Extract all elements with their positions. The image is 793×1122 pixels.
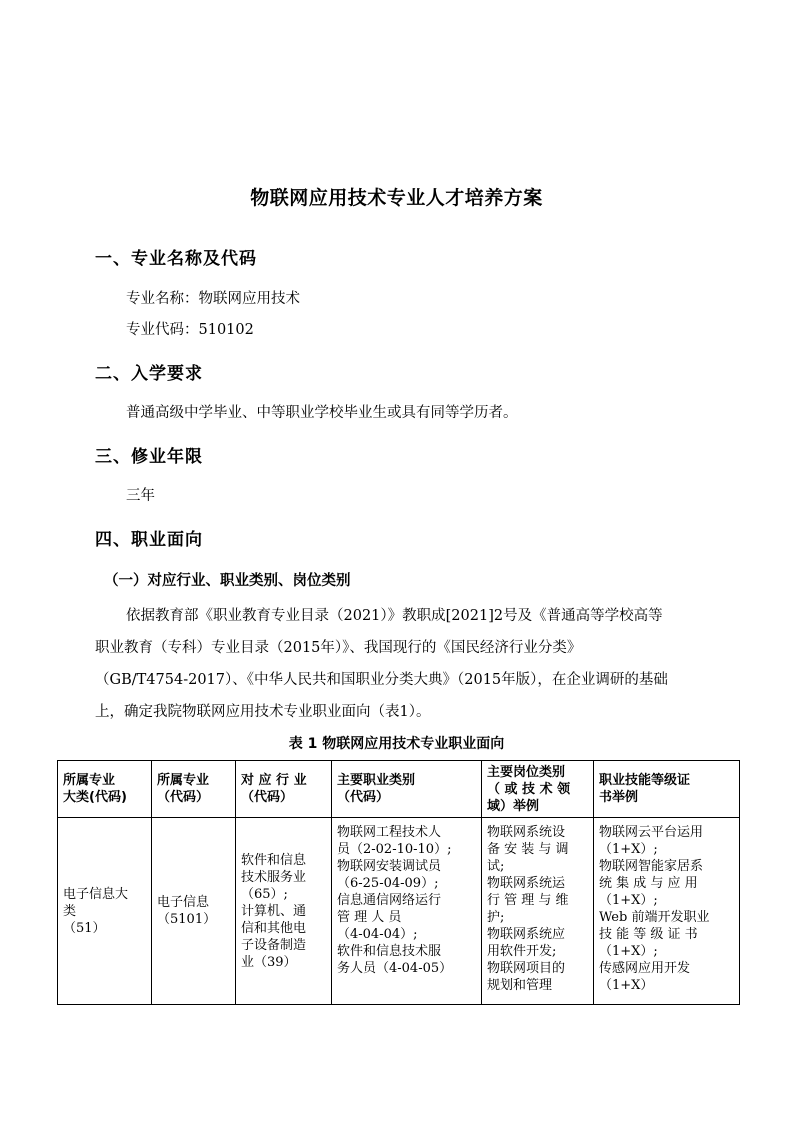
header-cell: 主要岗位类别 （ 或 技 术 领 域）举例 <box>482 761 594 818</box>
header-cell: 所属专业 （代码） <box>152 761 236 818</box>
table-cell: 电子信息 （5101） <box>152 818 236 1005</box>
admission-text: 普通高级中学毕业、中等职业学校毕业生或具有同等学历者。 <box>126 405 518 421</box>
table-cell: 软件和信息 技术服务业 （65）; 计算机、通 信和其他电 子设备制造 业（39） <box>236 818 332 1005</box>
table-cell: 物联网工程技术人 员（2-02-10-10）; 物联网安装调试员 （6-25-04-09）; 信息通信网络运行 管 理 人 员 （4-04-04）; 软件和信息技术服 务人员（4-04-05） <box>332 818 482 1005</box>
header-cell: 所属专业 大类(代码) <box>58 761 152 818</box>
section-heading-3: 三、修业年限 <box>95 447 203 467</box>
duration-text: 三年 <box>126 488 155 504</box>
table-row <box>58 818 740 1005</box>
career-orientation-table <box>57 760 740 1005</box>
table-cell: 物联网云平台运用 （1+X）; 物联网智能家居系 统 集 成 与 应 用 （1+X）; Web 前端开发职业 技 能 等 级 证 书 （1+X）; 传感网应用开发 （1+X） <box>594 818 740 1005</box>
table-header-row <box>58 761 740 818</box>
paragraph-line: 上，确定我院物联网应用技术专业职业面向（表1）。 <box>95 704 431 720</box>
paragraph-line: 职业教育（专科）专业目录（2015年）》、我国现行的《国民经济行业分类》 <box>95 640 582 656</box>
table-caption: 表 1 物联网应用技术专业职业面向 <box>288 736 505 752</box>
section-heading-1: 一、专业名称及代码 <box>95 249 257 269</box>
table-cell: 电子信息大 类 （51） <box>58 818 152 1005</box>
header-cell: 对 应 行 业 （代码） <box>236 761 332 818</box>
header-cell: 职业技能等级证 书举例 <box>594 761 740 818</box>
paragraph-line: （GB/T4754-2017）、《中华人民共和国职业分类大典》（2015年版），在企业调研的基础 <box>95 672 668 688</box>
document-title: 物联网应用技术专业人才培养方案 <box>250 187 543 209</box>
table-cell: 物联网系统设 备 安 装 与 调 试; 物联网系统运 行 管 理 与 维 护; 物联网系统应 用软件开发; 物联网项目的 规划和管理 <box>482 818 594 1005</box>
section-heading-2: 二、入学要求 <box>95 364 203 384</box>
major-code-line: 专业代码：510102 <box>126 322 254 338</box>
sub-heading: （一）对应行业、职业类别、岗位类别 <box>104 573 351 589</box>
paragraph-line: 依据教育部《职业教育专业目录（2021）》教职成[2021]2号及《普通高等学校高等 <box>126 608 663 624</box>
major-name-line: 专业名称：物联网应用技术 <box>126 291 300 307</box>
header-cell: 主要职业类别 （代码） <box>332 761 482 818</box>
section-heading-4: 四、职业面向 <box>95 530 203 550</box>
